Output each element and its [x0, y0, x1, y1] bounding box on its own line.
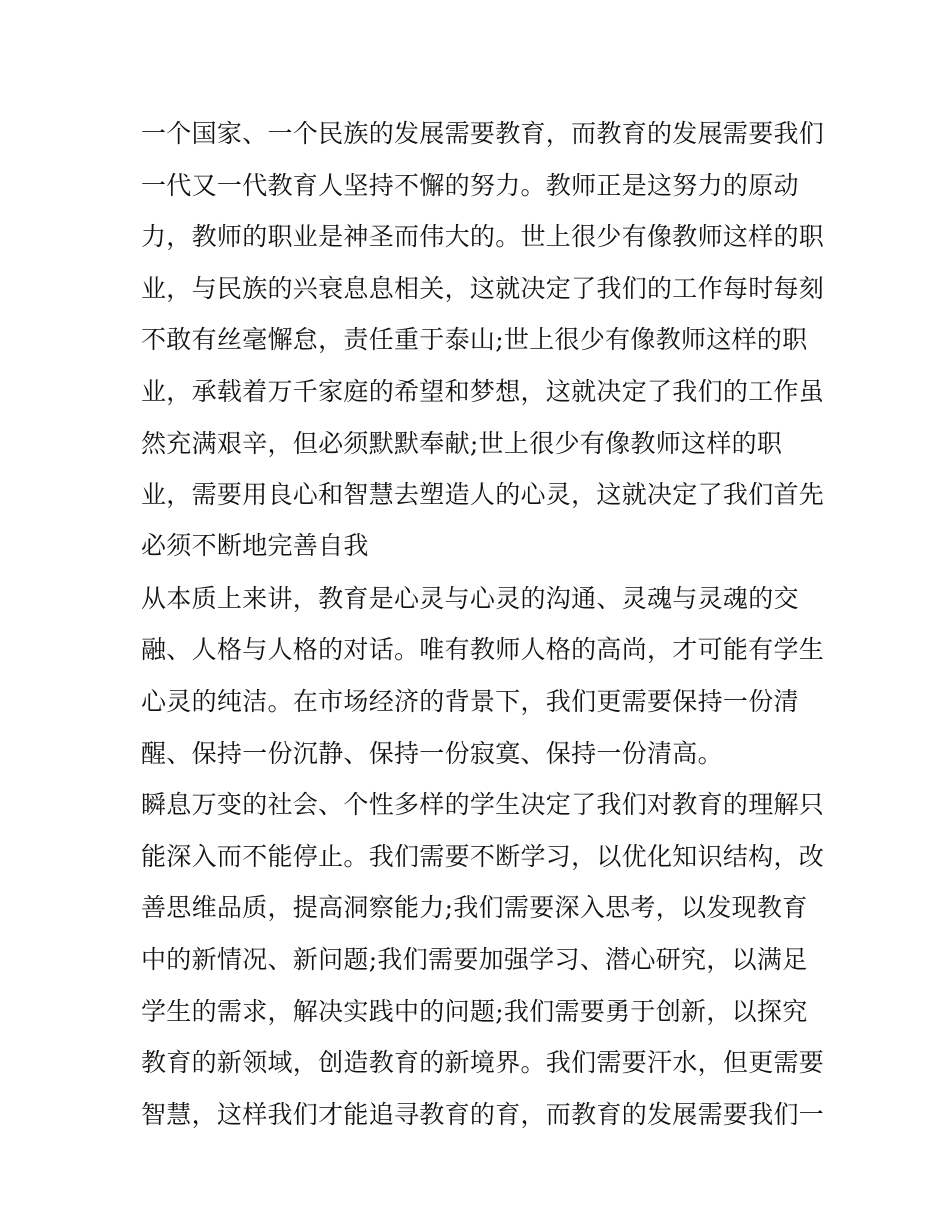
text-line: 心灵的纯洁。在市场经济的背景下，我们更需要保持一份清 — [141, 686, 799, 716]
text-line: 学生的需求，解决实践中的问题;我们需要勇于创新，以探究 — [141, 996, 808, 1026]
text-line: 智慧，这样我们才能追寻教育的育，而教育的发展需要我们一 — [141, 1099, 825, 1129]
text-line: 一代又一代教育人坚持不懈的努力。教师正是这努力的原动 — [141, 170, 799, 200]
body-text — [141, 108, 841, 1140]
text-line: 业，承载着万千家庭的希望和梦想，这就决定了我们的工作虽 — [141, 376, 825, 406]
text-line: 融、人格与人格的对话。唯有教师人格的高尚，才可能有学生 — [141, 635, 825, 665]
text-line: 不敢有丝毫懈怠，责任重于泰山;世上很少有像教师这样的职 — [141, 325, 808, 355]
text-line: 力，教师的职业是神圣而伟大的。世上很少有像教师这样的职 — [141, 222, 825, 252]
text-line: 然充满艰辛，但必须默默奉献;世上很少有像教师这样的职 — [141, 428, 783, 458]
text-line: 一个国家、一个民族的发展需要教育，而教育的发展需要我们 — [141, 119, 825, 148]
text-line: 必须不断地完善自我 — [141, 530, 369, 560]
text-line: 教育的新领域，创造教育的新境界。我们需要汗水，但更需要 — [141, 1048, 825, 1078]
text-line: 善思维品质，提高洞察能力;我们需要深入思考，以发现教育 — [141, 893, 808, 923]
text-line: 从本质上来讲，教育是心灵与心灵的沟通、灵魂与灵魂的交 — [141, 583, 799, 613]
text-line: 中的新情况、新问题;我们需要加强学习、潜心研究，以满足 — [141, 944, 808, 974]
text-line: 瞬息万变的社会、个性多样的学生决定了我们对教育的理解只 — [141, 790, 825, 820]
text-line: 业，需要用良心和智慧去塑造人的心灵，这就决定了我们首先 — [141, 480, 825, 510]
text-line: 能深入而不能停止。我们需要不断学习，以优化知识结构，改 — [141, 841, 825, 871]
text-line: 业，与民族的兴衰息息相关，这就决定了我们的工作每时每刻 — [141, 273, 825, 303]
text-line: 醒、保持一份沉静、保持一份寂寞、保持一份清高。 — [141, 738, 723, 768]
